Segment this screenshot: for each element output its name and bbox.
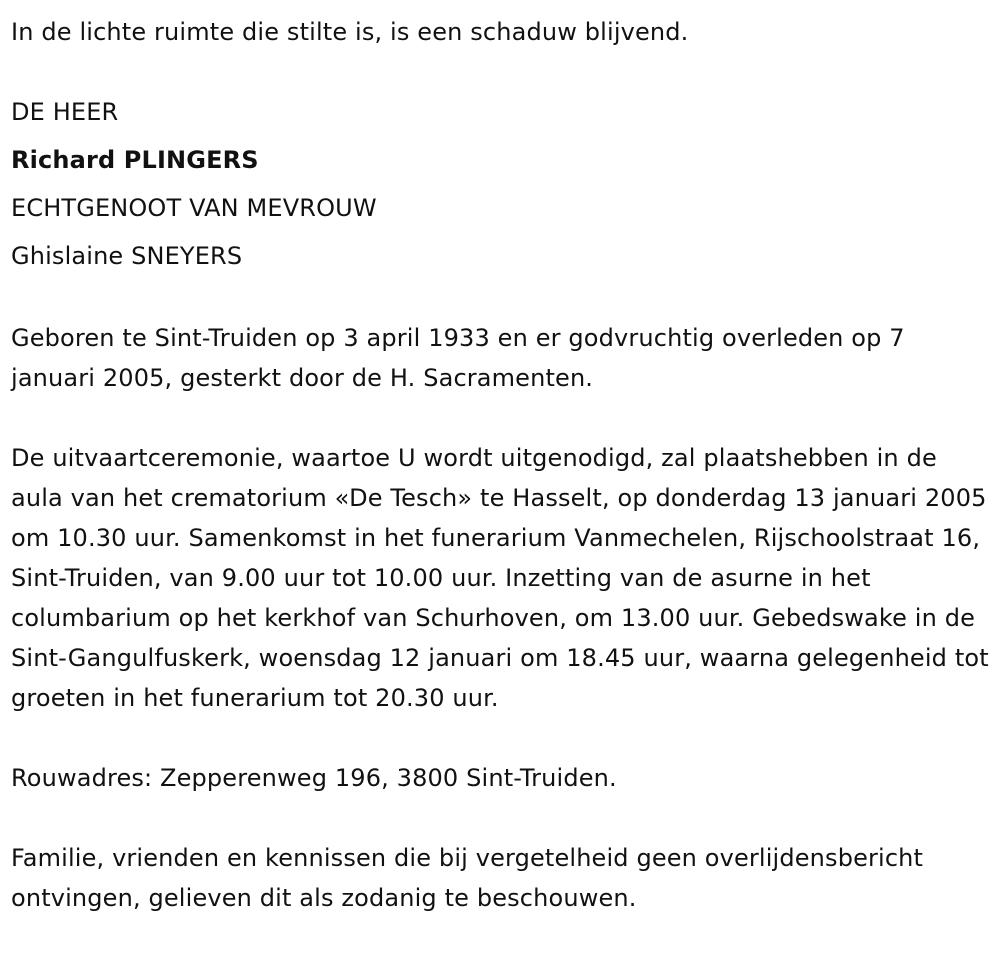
ceremony-paragraph: De uitvaartceremonie, waartoe U wordt uitgenodigd, zal plaatshebben in de aula van het crematorium «De Tesch» te Hasselt, op donderdag 13 januari 2005 om 10.30 uur. Samenkomst in het funerarium Vanmechelen, Rijschoolstraat 16, Sint-Truiden, van 9.00 uur tot 10.00 uur. Inzetting van de asurne in het columbarium op het kerkhof van Schurhoven, om 13.00 uur. Gebedswake in de Sint-Gangulfuskerk, woensdag 12 januari om 18.45 uur, waarna gelegenheid tot groeten in het funerarium tot 20.30 uur. bbox=[11, 444, 989, 712]
spacer bbox=[11, 398, 990, 438]
spacer bbox=[11, 718, 990, 758]
closing-paragraph: Familie, vrienden en kennissen die bij vergetelheid geen overlijdensbericht ontvingen, gelieven dit als zodanig te beschouwen. bbox=[11, 844, 924, 912]
spacer bbox=[11, 280, 990, 318]
motto-text: In de lichte ruimte die stilte is, is een schaduw blijvend. bbox=[11, 18, 689, 46]
birth-death-paragraph: Geboren te Sint-Truiden op 3 april 1933 en er godvruchtig overleden op 7 januari 2005, gesterkt door de H. Sacramenten. bbox=[11, 324, 905, 392]
spouse-name: Ghislaine SNEYERS bbox=[11, 242, 243, 270]
title-text: DE HEER bbox=[11, 98, 119, 126]
deceased-name: Richard PLINGERS bbox=[11, 146, 259, 174]
spacer bbox=[11, 798, 990, 838]
address-paragraph: Rouwadres: Zepperenweg 196, 3800 Sint-Truiden. bbox=[11, 764, 617, 792]
spacer bbox=[11, 56, 990, 88]
relation-text: ECHTGENOOT VAN MEVROUW bbox=[11, 194, 377, 222]
